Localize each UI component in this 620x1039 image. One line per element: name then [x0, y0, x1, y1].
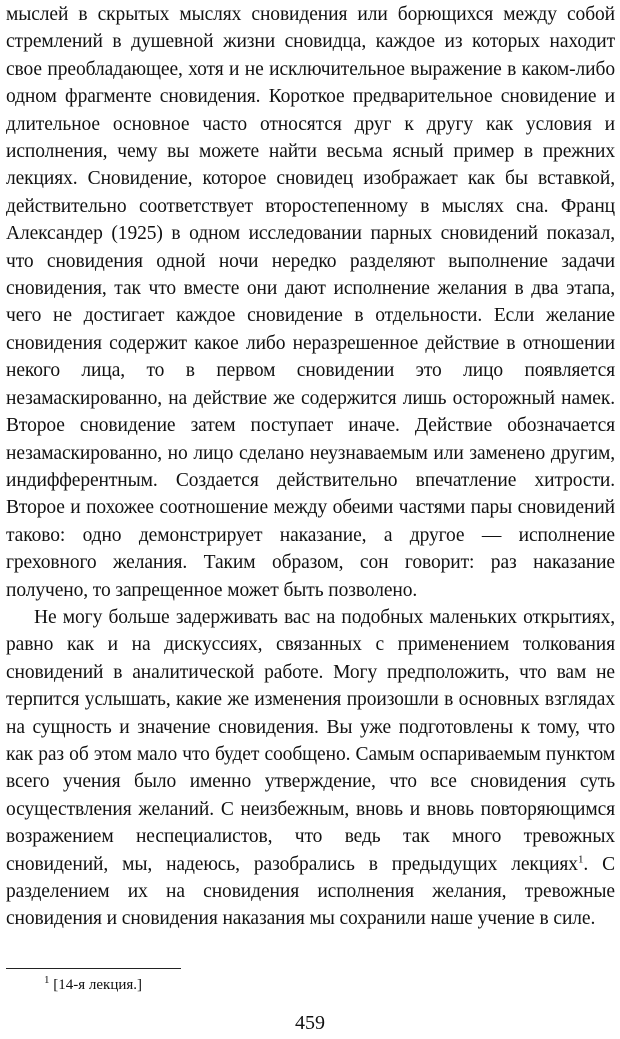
footnote — [44, 976, 142, 994]
paragraph-1: мыслей в скрытых мыслях сновидения или борющихся между собой стремлений в душевной жизни сновидца, каждое из которых находит свое преобладающее, хотя и не исключительное выражение в каком-либо одном фрагменте сновидения. Короткое предварительное сновидение и длительное основное часто относятся друг к другу как условия и исполнения, чему вы можете найти весьма ясный пример в прежних лекциях. Сновидение, которое сновидец изображает как бы вставкой, действительно соответствует второстепенному в мыслях сна. Франц Александер (1925) в одном исследовании парных сновидений показал, что сновидения одной ночи нередко разделяют выполнение задачи сновидения, так что вместе они дают исполнение желания в два этапа, чего не достигает каждое сновидение в отдельности. Если желание сновидения содержит какое либо неразрешенное действие в отношении некого лица, то в первом сновидении это лицо появляется незамаскированно, на действие же содержится лишь осторожный намек. Второе сновидение затем поступает иначе. Действие обозначается незамаскированно, но лицо сделано неузнаваемым или заменено другим, индифферентным. Создается действительно впечатление хитрости. Второе и похожее соотношение между обеими частями пары сновидений таково: одно демонстрирует наказание, а другое — исполнение греховного желания. Таким образом, сон говорит: раз наказание получено, то запрещенное может быть позволено. — [6, 4, 615, 601]
paragraph-2-text: Не могу больше задерживать вас на подобных маленьких открытиях, равно как и на дискуссиях, связанных с применением толкования сновидений в аналитической работе. Могу предположить, что вам не терпится услышать, какие же изменения произошли в основных взглядах на сущность и значение сновидения. Вы уже подготовлены к тому, что как раз об этом мало что будет сообщено. Самым оспариваемым пунктом всего учения было именно утверждение, что все сновидения суть осуществления желаний. С неизбежным, вновь и вновь повторяющимся возражением неспециалистов, что ведь так много тревожных сновидений, мы, надеюсь, разобрались в предыдущих лекциях — [6, 607, 615, 875]
footnote-mark: 1 — [44, 974, 50, 986]
footnote-reference-mark: 1 — [577, 853, 584, 866]
paragraph-2-end: . С разделением их на сновидения исполнения желания, тревожные сновидения и сновидения наказания мы сохранили наше учение в силе. — [6, 853, 615, 930]
page-number: 459 — [295, 1012, 325, 1034]
footnote-divider — [6, 968, 181, 969]
paragraph-2 — [6, 604, 615, 933]
footnote-text: [14-я лекция.] — [53, 977, 143, 993]
